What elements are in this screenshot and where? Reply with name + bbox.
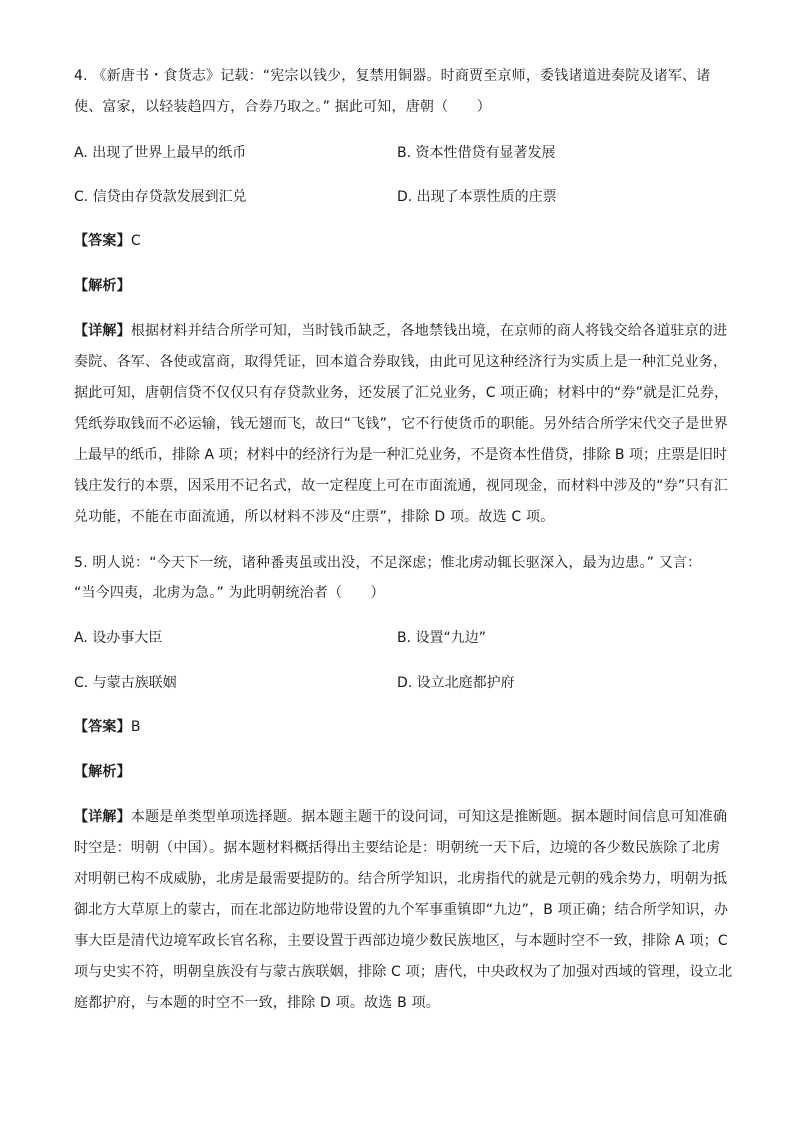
q5-detail-line-6: 项与史实不符，明朝皇族没有与蒙古族联姻，排除 C 项；唐代，中央政权为了加强对西域的管理，设立北 <box>74 964 733 980</box>
q4-option-c[interactable]: C. 信贷由存贷款发展到汇兑 <box>74 189 247 205</box>
answer-value: C <box>130 233 141 249</box>
q5-option-d[interactable]: D. 设立北庭都护府 <box>397 675 515 691</box>
detail-text: 本题是单类型单项选择题。据本题主题干的设问词，可知这是推断题。据本题时间信息可知准确 <box>130 809 728 825</box>
q5-detail-line-2: 时空是：明朝（中国）。据本题材料概括得出主要结论是：明朝统一天下后，边境的各少数民族除了北虏 <box>74 840 721 856</box>
q5-analysis-heading <box>74 762 131 782</box>
q4-detail-line-2: 奏院、各军、各使或富商，取得凭证，回本道合券取钱，由此可见这种经济行为实质上是一种汇兑业务， <box>74 354 728 370</box>
q5-option-c[interactable]: C. 与蒙古族联姻 <box>74 675 177 691</box>
q4-detail-line-1 <box>74 321 727 341</box>
q4-analysis-heading <box>74 276 131 296</box>
q5-detail-line-4: 御北方大草原上的蒙古，而在北部边防地带设置的九个军事重镇即“九边”，B 项正确；结合所学知识，办 <box>74 902 729 918</box>
q4-detail-line-5: 上最早的纸币，排除 A 项；材料中的经济行为是一种汇兑业务，不是资本性借贷，排除 B 项；庄票是旧时 <box>74 447 727 463</box>
q5-answer <box>74 717 141 737</box>
answer-tag: 【答案】 <box>74 719 131 735</box>
detail-tag: 【详解】 <box>74 809 131 825</box>
q4-detail-line-4: 凭纸券取钱而不必运输，钱无翅而飞，故曰“飞钱”，它不行使货币的职能。另外结合所学宋代交子是世界 <box>74 416 728 432</box>
q4-option-a[interactable]: A. 出现了世界上最早的纸币 <box>74 145 247 161</box>
q5-stem-line2: “当今四夷，北虏为急。” 为此明朝统治者（ ） <box>74 585 385 601</box>
q5-detail-line-7: 庭都护府，与本题的时空不一致，排除 D 项。故选 B 项。 <box>74 995 440 1011</box>
q5-detail-line-1 <box>74 807 727 827</box>
detail-tag: 【详解】 <box>74 323 131 339</box>
q4-detail-line-3: 据此可知，唐朝信贷不仅仅只有存贷款业务，还发展了汇兑业务，C 项正确；材料中的“券”就是汇兑券， <box>74 385 729 401</box>
q4-option-d[interactable]: D. 出现了本票性质的庄票 <box>397 189 557 205</box>
q4-stem-line2: 使、富家，以轻装趋四方，合券乃取之。” 据此可知，唐朝（ ） <box>74 99 491 115</box>
q5-detail-line-5: 事大臣是清代边境军政长官名称，主要设置于西部边境少数民族地区，与本题时空不一致，排除 A 项；C <box>74 933 728 949</box>
q4-answer <box>74 231 141 251</box>
analysis-tag: 【解析】 <box>74 278 131 294</box>
q4-option-b[interactable]: B. 资本性借贷有显著发展 <box>397 145 556 161</box>
answer-value: B <box>130 719 141 735</box>
q5-detail-line-3: 对明朝已构不成威胁，北虏是最需要提防的。结合所学知识，北虏指代的就是元朝的残余势力，明朝为抵 <box>74 871 728 887</box>
q5-option-a[interactable]: A. 设办事大臣 <box>74 630 163 646</box>
q4-detail-line-7: 兑功能，不能在市面流通，所以材料不涉及“庄票”，排除 D 项。故选 C 项。 <box>74 509 555 525</box>
analysis-tag: 【解析】 <box>74 764 131 780</box>
answer-tag: 【答案】 <box>74 233 131 249</box>
q4-detail-line-6: 钱庄发行的本票，因采用不记名式，故一定程度上可在市面流通，视同现金，而材料中涉及的“券”只有汇 <box>74 478 728 494</box>
q4-stem-line1: 4. 《新唐书・食货志》记载：“宪宗以钱少，复禁用铜器。时商贾至京师，委钱诸道进奏院及诸军、诸 <box>74 68 711 84</box>
q5-stem-line1: 5. 明人说：“今天下一统，诸种番夷虽或出没，不足深虑；惟北虏动辄长驱深入，最为边患。” 又言： <box>74 555 702 571</box>
q5-option-b[interactable]: B. 设置“九边” <box>397 630 487 646</box>
detail-text: 根据材料并结合所学可知，当时钱币缺乏，各地禁钱出境，在京师的商人将钱交给各道驻京的进 <box>130 323 728 339</box>
